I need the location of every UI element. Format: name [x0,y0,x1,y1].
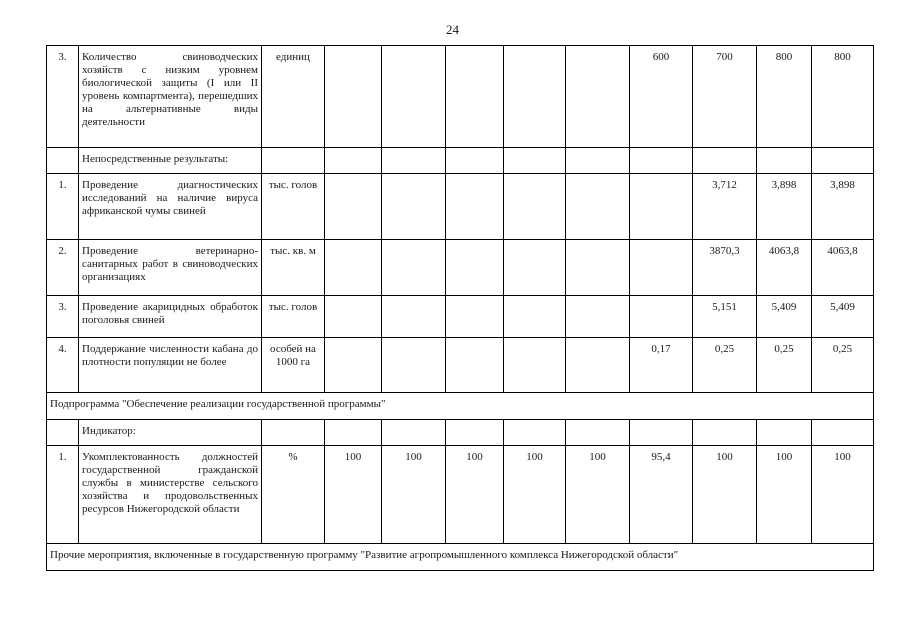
subprogram-heading: Подпрограмма "Обеспечение реализации государственной программы" [47,393,874,420]
value-cell [757,420,812,446]
value-cell: 3,898 [757,174,812,240]
value-cell [325,46,382,148]
indicator-name: Поддержание численности кабана до плотности популяции не более [79,338,262,393]
page-number: 24 [446,22,459,37]
value-cell [504,240,566,296]
value-cell [325,174,382,240]
table-row [47,446,874,544]
table-row [47,148,874,174]
table-row [47,393,874,420]
indicator-name: Количество свиноводческих хозяйств с низким уровнем биологической защиты (I или II уровень компартмента), перешедших на альтернативные виды деятельности [79,46,262,148]
table-row [47,296,874,338]
value-cell [630,296,693,338]
value-cell: 100 [325,446,382,544]
unit-cell: тыс. голов [262,174,325,240]
value-cell [446,338,504,393]
value-cell [566,338,630,393]
value-cell [566,240,630,296]
row-number: 1. [47,174,79,240]
value-cell [446,148,504,174]
indicator-name: Проведение диагностических исследований на наличие вируса африканской чумы свиней [79,174,262,240]
value-cell [325,148,382,174]
section-label: Индикатор: [79,420,262,446]
value-cell [446,174,504,240]
value-cell: 100 [812,446,874,544]
value-cell [693,148,757,174]
row-number: 1. [47,446,79,544]
indicators-table [46,45,874,571]
value-cell [382,240,446,296]
value-cell: 3,712 [693,174,757,240]
row-number [47,420,79,446]
value-cell [382,46,446,148]
indicator-name: Проведение акарицидных обработок поголовья свиней [79,296,262,338]
value-cell: 100 [693,446,757,544]
value-cell: 3870,3 [693,240,757,296]
table-row [47,46,874,148]
section-label: Непосредственные результаты: [79,148,262,174]
value-cell: 0,25 [757,338,812,393]
unit-cell [262,148,325,174]
value-cell: 700 [693,46,757,148]
value-cell: 0,25 [693,338,757,393]
value-cell [446,420,504,446]
value-cell [504,296,566,338]
value-cell [325,296,382,338]
value-cell [566,46,630,148]
value-cell: 100 [566,446,630,544]
value-cell: 100 [757,446,812,544]
value-cell [812,148,874,174]
value-cell [504,338,566,393]
value-cell [630,148,693,174]
unit-cell: единиц [262,46,325,148]
row-number: 3. [47,296,79,338]
table-row [47,240,874,296]
value-cell [504,148,566,174]
table-row [47,338,874,393]
value-cell: 100 [446,446,504,544]
value-cell: 800 [757,46,812,148]
value-cell: 0,17 [630,338,693,393]
value-cell [325,420,382,446]
value-cell: 600 [630,46,693,148]
value-cell [630,420,693,446]
value-cell: 4063,8 [757,240,812,296]
value-cell [566,148,630,174]
value-cell: 100 [504,446,566,544]
value-cell: 3,898 [812,174,874,240]
value-cell [446,240,504,296]
value-cell [325,240,382,296]
unit-cell [262,420,325,446]
value-cell [693,420,757,446]
other-activities-heading: Прочие мероприятия, включенные в государственную программу "Развитие агропромышленного комплекса Нижегородской области" [47,544,874,571]
indicator-name: Проведение ветеринарно-санитарных работ в свиноводческих организациях [79,240,262,296]
unit-cell: тыс. кв. м [262,240,325,296]
row-number: 3. [47,46,79,148]
value-cell [630,240,693,296]
value-cell [382,338,446,393]
value-cell [757,148,812,174]
value-cell [504,46,566,148]
unit-cell: тыс. голов [262,296,325,338]
value-cell: 5,409 [757,296,812,338]
value-cell [504,420,566,446]
table-row [47,544,874,571]
table-row [47,420,874,446]
value-cell [446,296,504,338]
indicator-name: Укомплектованность должностей государственной гражданской службы в министерстве сельского хозяйства и продовольственных ресурсов Нижегородской области [79,446,262,544]
row-number: 2. [47,240,79,296]
value-cell: 800 [812,46,874,148]
row-number [47,148,79,174]
value-cell [566,296,630,338]
value-cell: 5,151 [693,296,757,338]
value-cell: 5,409 [812,296,874,338]
unit-cell: % [262,446,325,544]
value-cell [382,148,446,174]
unit-cell: особей на 1000 га [262,338,325,393]
table-body [47,46,874,571]
value-cell [630,174,693,240]
value-cell: 0,25 [812,338,874,393]
row-number: 4. [47,338,79,393]
value-cell [566,420,630,446]
value-cell: 4063,8 [812,240,874,296]
value-cell [812,420,874,446]
value-cell: 100 [382,446,446,544]
table-row [47,174,874,240]
value-cell: 95,4 [630,446,693,544]
value-cell [566,174,630,240]
value-cell [382,296,446,338]
value-cell [382,174,446,240]
value-cell [382,420,446,446]
value-cell [325,338,382,393]
value-cell [446,46,504,148]
value-cell [504,174,566,240]
